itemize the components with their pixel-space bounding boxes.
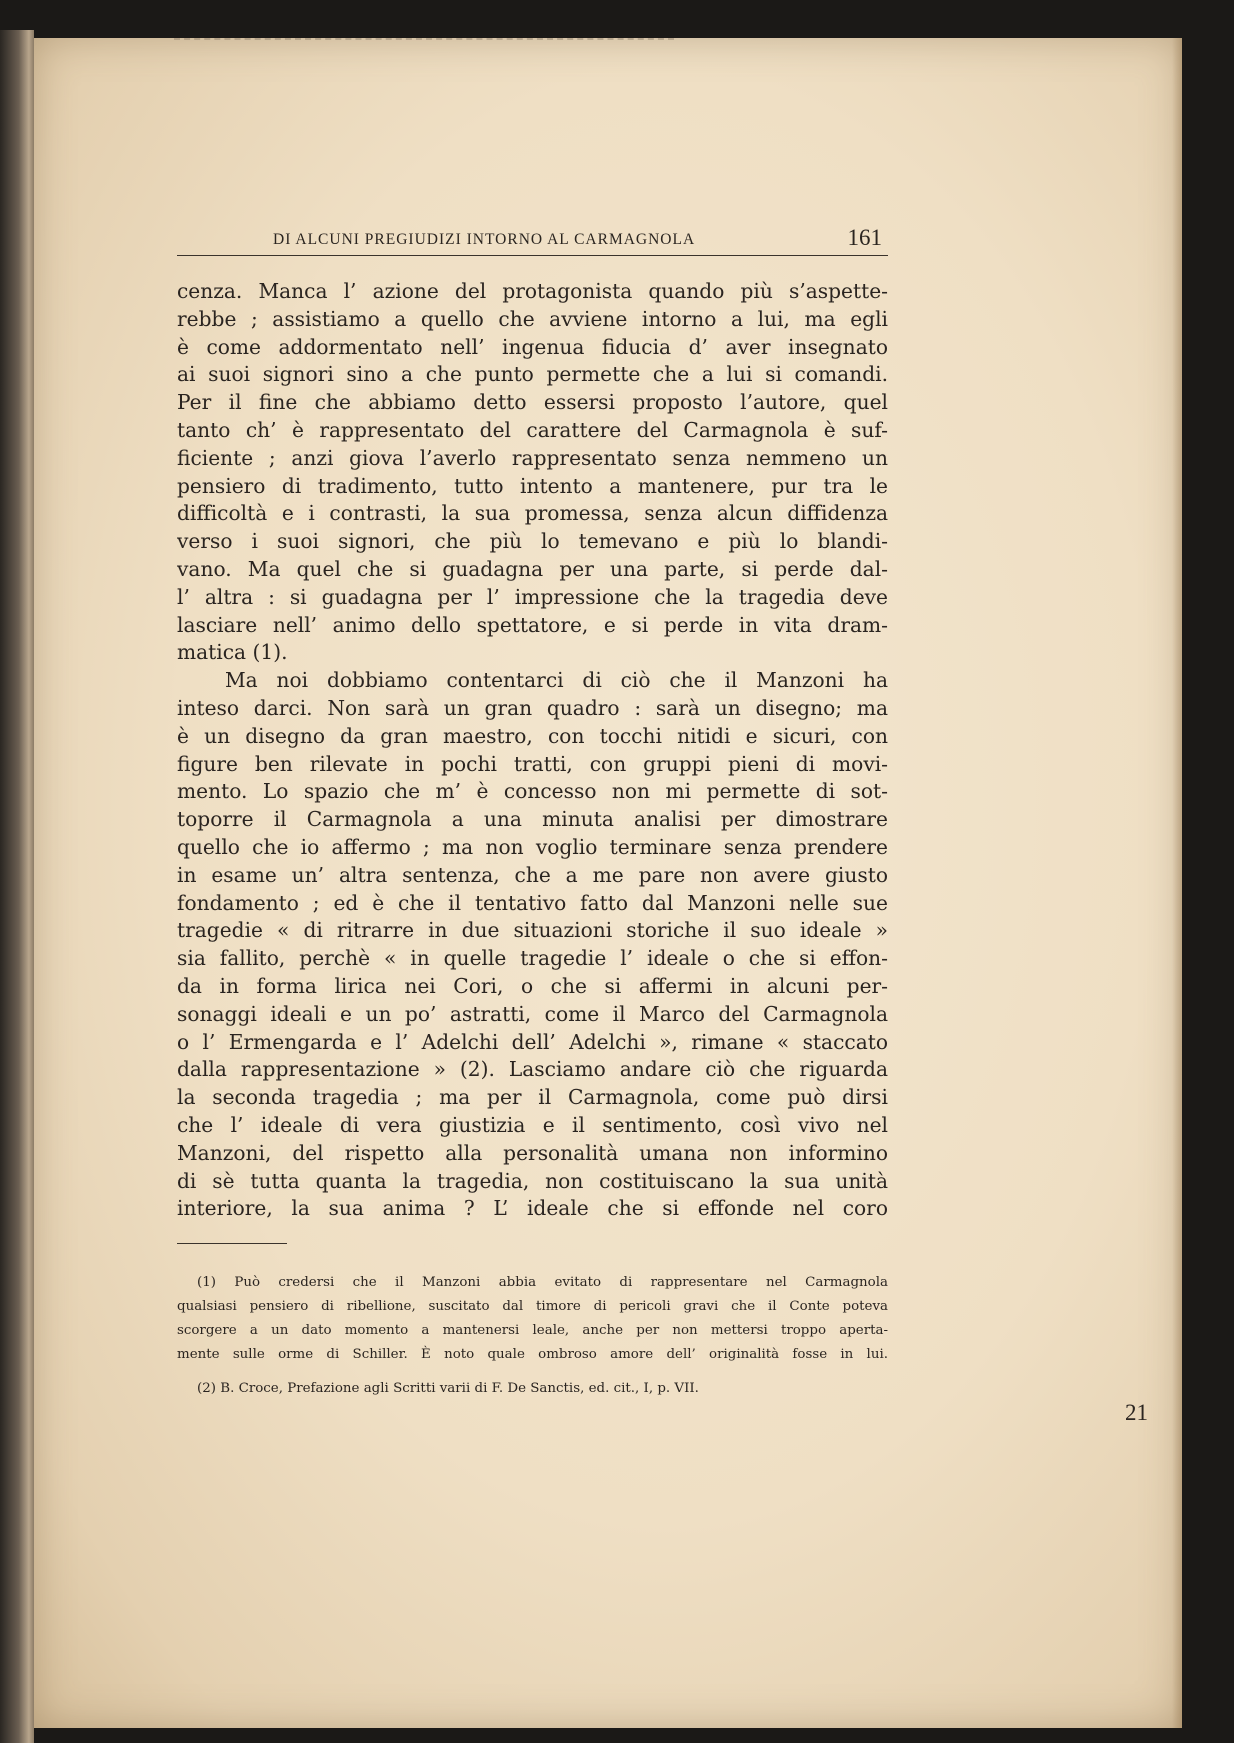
text-line: in esame un’ altra sentenza, che a me pare non avere giusto	[177, 862, 888, 887]
text-line: inteso darci. Non sarà un gran quadro : sarà un disegno; ma	[177, 695, 888, 720]
page-edge-shadow	[1172, 38, 1182, 1728]
text-line: sia fallito, perchè « in quelle tragedie l’ ideale o che si effon-	[177, 946, 888, 971]
book-spine	[0, 30, 34, 1743]
footnote-1-line: scorgere a un dato momento a mantenersi leale, anche per non mettersi troppo aperta-	[177, 1323, 888, 1338]
text-line: tanto ch’ è rappresentato del carattere del Carmagnola è suf-	[177, 417, 888, 442]
running-head: DI ALCUNI PREGIUDIZI INTORNO AL CARMAGNOLA	[273, 231, 696, 248]
text-line: è come addormentato nell’ ingenua fiducia d’ aver insegnato	[177, 334, 888, 359]
text-line: interiore, la sua anima ? L’ ideale che si effonde nel coro	[177, 1196, 888, 1221]
text-line: l’ altra : si guadagna per l’ impressione che la tragedia deve	[177, 584, 888, 609]
text-line: ficiente ; anzi giova l’averlo rappresentato senza nemmeno un	[177, 445, 888, 470]
signature-mark: 21	[1125, 1400, 1148, 1425]
text-line: tragedie « di ritrarre in due situazioni storiche il suo ideale »	[177, 918, 888, 943]
text-line: quello che io affermo ; ma non voglio terminare senza prendere	[177, 834, 888, 859]
text-line: cenza. Manca l’ azione del protagonista quando più s’aspette-	[177, 279, 888, 303]
footnotes	[177, 1271, 888, 1401]
page-number: 161	[847, 225, 882, 250]
text-line: o l’ Ermengarda e l’ Adelchi dell’ Adelchi », rimane « staccato	[177, 1029, 888, 1054]
text-line: lasciare nell’ animo dello spettatore, e si perde in vita dram-	[177, 612, 888, 637]
text-line: vano. Ma quel che si guadagna per una parte, si perde dal-	[177, 556, 888, 581]
text-line: matica (1).	[177, 640, 288, 665]
text-line: Manzoni, del rispetto alla personalità umana non informino	[177, 1140, 888, 1165]
text-line: mento. Lo spazio che m’ è concesso non mi permette di sot-	[177, 779, 888, 804]
page-header	[177, 225, 888, 256]
text-line: da in forma lirica nei Cori, o che si affermi in alcuni per-	[177, 973, 888, 998]
text-line: sonaggi ideali e un po’ astratti, come il Marco del Carmagnola	[177, 1001, 888, 1026]
text-line: toporre il Carmagnola a una minuta analisi per dimostrare	[177, 807, 888, 832]
torn-edge	[174, 38, 674, 50]
footnote-rule	[177, 1243, 287, 1244]
text-line: Per il fine che abbiamo detto essersi proposto l’autore, quel	[177, 390, 888, 415]
text-line: è un disegno da gran maestro, con tocchi nitidi e sicuri, con	[177, 723, 888, 748]
text-line: figure ben rilevate in pochi tratti, con gruppi pieni di movi-	[177, 751, 888, 776]
text-line: difficoltà e i contrasti, la sua promessa, senza alcun diffidenza	[177, 501, 888, 526]
footnote-1-line: (1) Può credersi che il Manzoni abbia evitato di rappresentare nel Carmagnola	[197, 1275, 888, 1290]
text-line: verso i suoi signori, che più lo temevano e più lo blandi-	[177, 529, 888, 554]
footnote-1-line: qualsiasi pensiero di ribellione, suscitato dal timore di pericoli gravi che il Conte poteva	[177, 1299, 888, 1314]
text-line: Ma noi dobbiamo contentarci di ciò che il Manzoni ha	[225, 668, 888, 693]
text-line: rebbe ; assistiamo a quello che avviene intorno a lui, ma egli	[177, 306, 888, 331]
text-line: di sè tutta quanta la tragedia, non costituiscano la sua unità	[177, 1168, 888, 1193]
text-line: fondamento ; ed è che il tentativo fatto dal Manzoni nelle sue	[177, 890, 888, 915]
footnote-2: (2) B. Croce, Prefazione agli Scritti varii di F. De Sanctis, ed. cit., I, p. VII.	[197, 1381, 699, 1396]
footnote-1-line: mente sulle orme di Schiller. È noto quale ombroso amore dell’ originalità fosse in lui.	[177, 1347, 888, 1362]
text-line: dalla rappresentazione » (2). Lasciamo andare ciò che riguarda	[177, 1057, 888, 1082]
text-line: che l’ ideale di vera giustizia e il sentimento, così vivo nel	[177, 1112, 888, 1137]
text-line: la seconda tragedia ; ma per il Carmagnola, come può dirsi	[177, 1085, 888, 1110]
body-text	[177, 278, 888, 1223]
text-line: pensiero di tradimento, tutto intento a mantenere, pur tra le	[177, 473, 888, 498]
text-line: ai suoi signori sino a che punto permette che a lui si comandi.	[177, 362, 888, 387]
